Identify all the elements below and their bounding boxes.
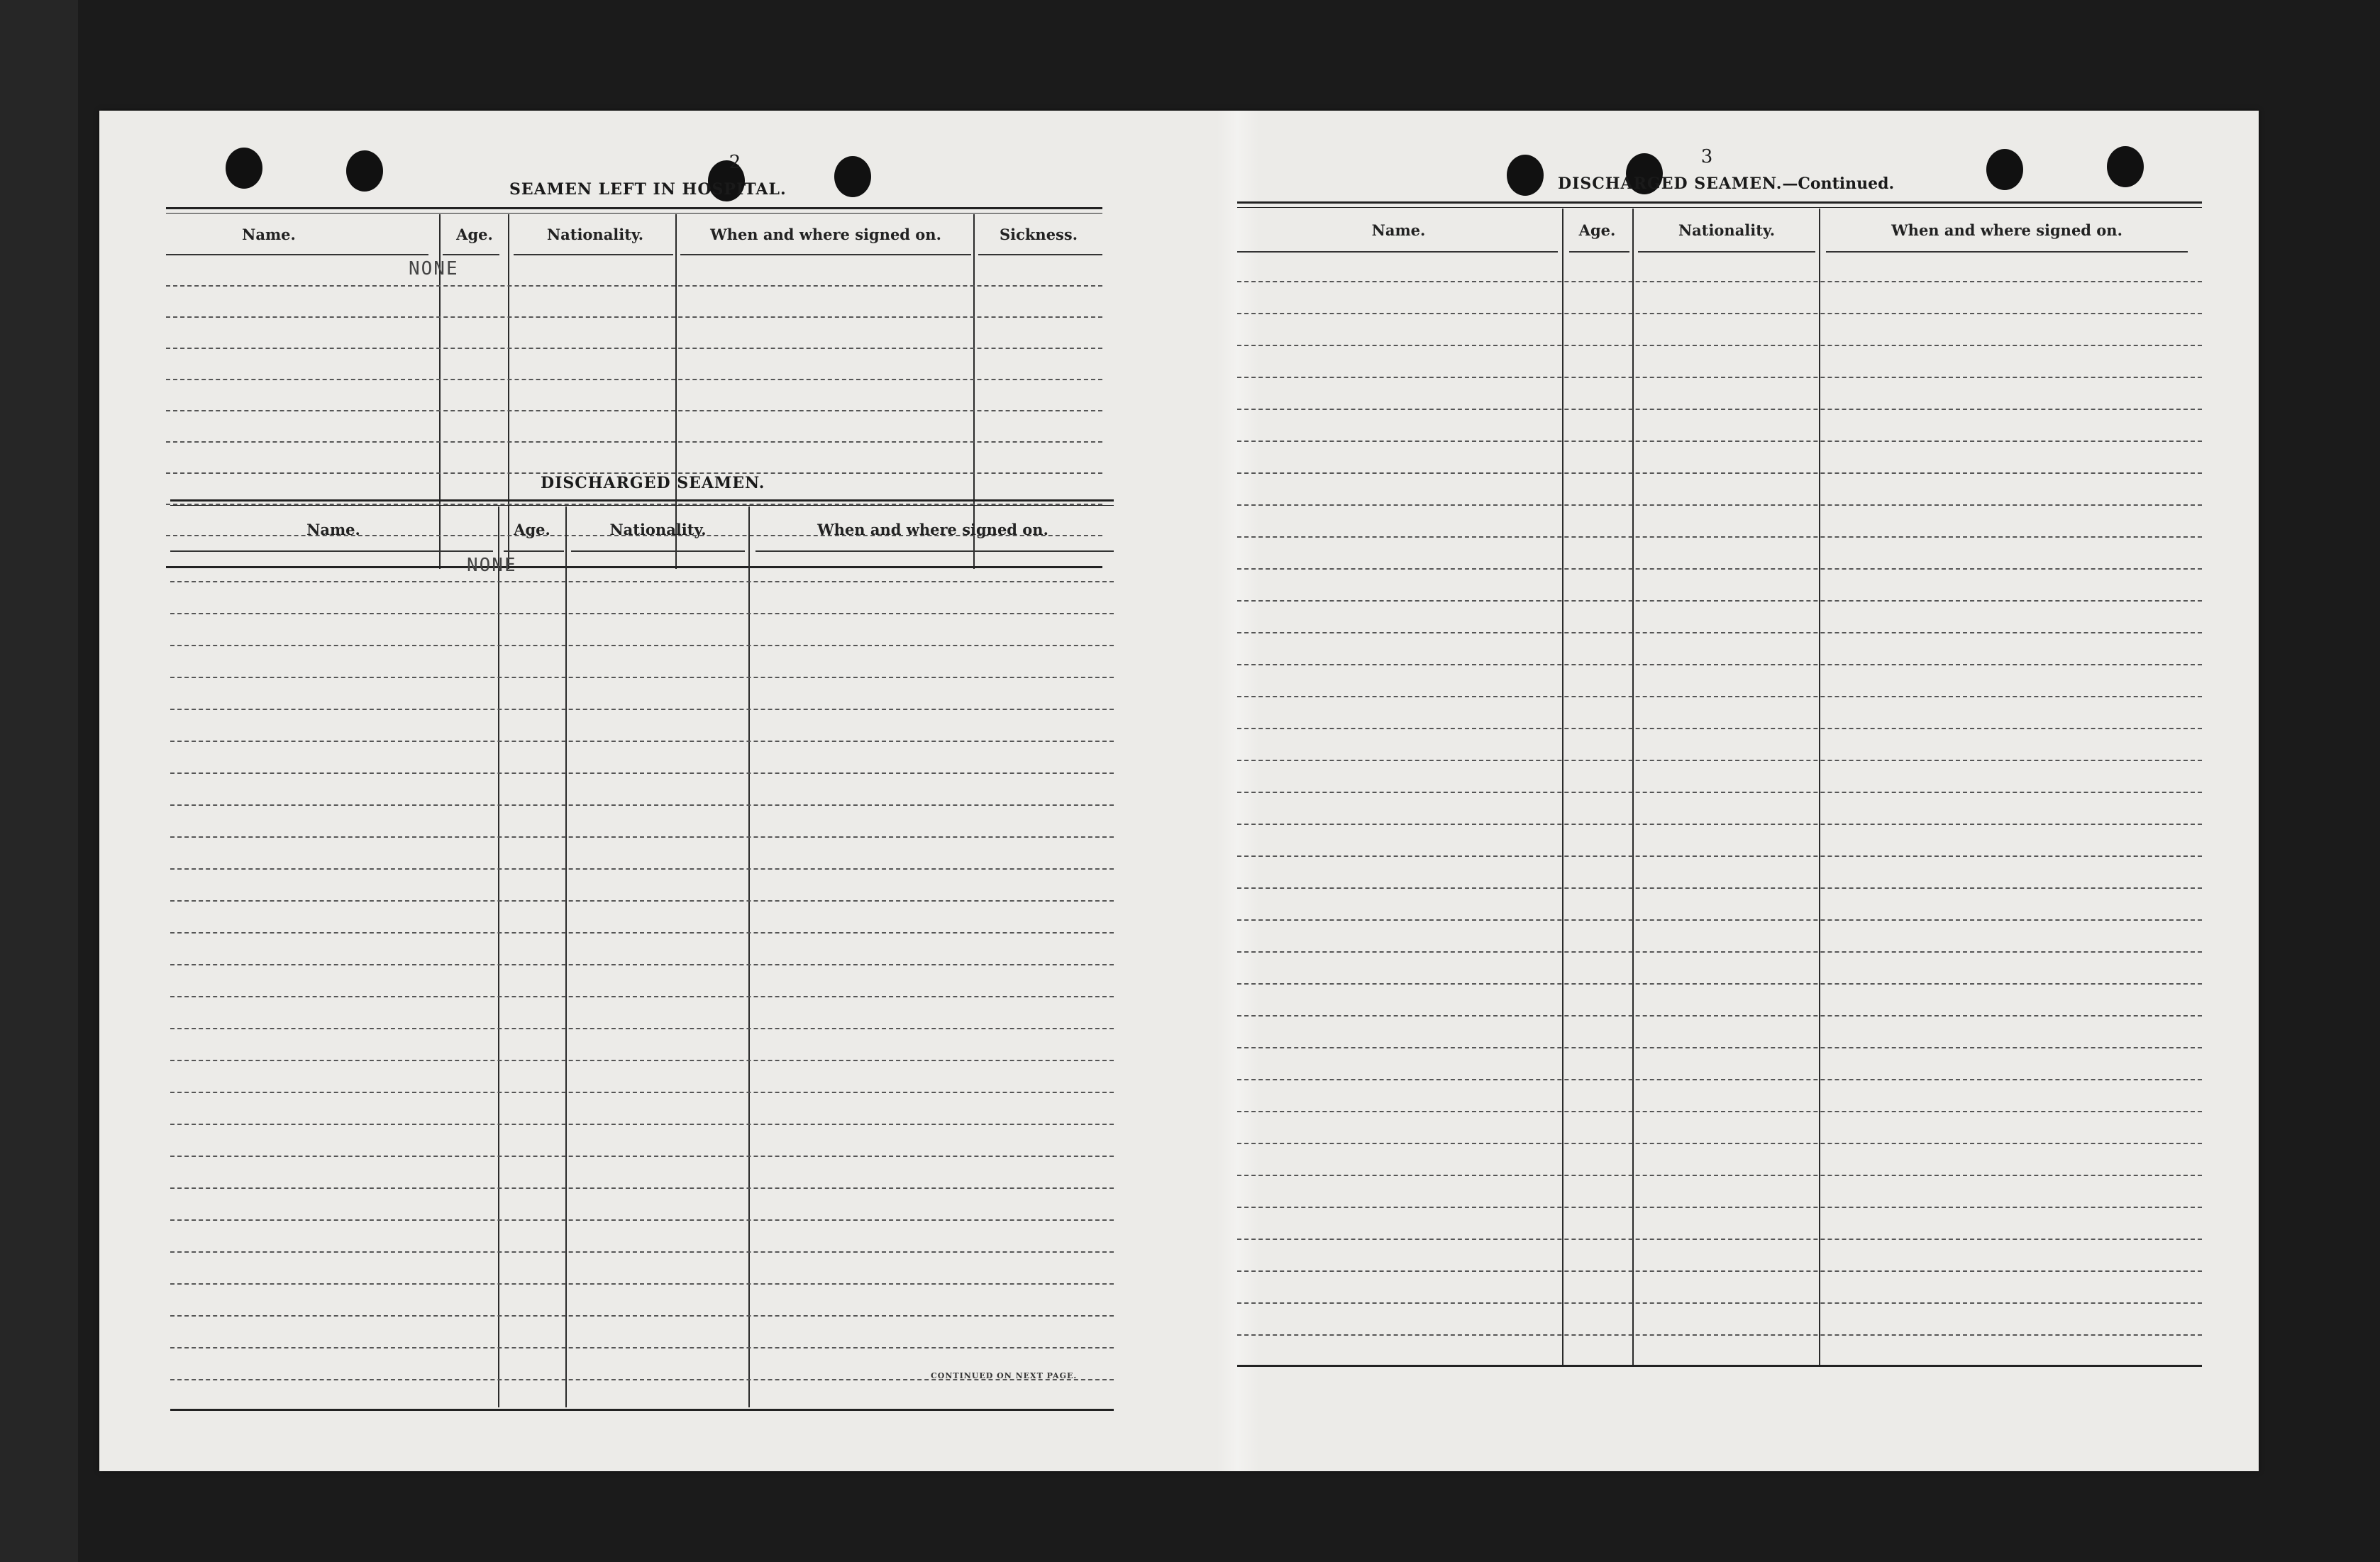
col-header-signed-on: When and where signed on. — [1891, 221, 2122, 239]
col-header-name: Name. — [306, 521, 360, 538]
hospital-entry: NONE — [409, 258, 459, 279]
col-header-nationality: Nationality. — [546, 226, 644, 243]
scan-background — [0, 0, 78, 1562]
col-header-signed-on: When and where signed on. — [817, 521, 1048, 538]
punch-hole — [1986, 149, 2023, 190]
hospital-section-title: SEAMEN LEFT IN HOSPITAL. — [509, 180, 787, 199]
punch-hole — [1507, 155, 1544, 196]
discharged-continued-title — [1558, 175, 1894, 193]
col-header-age: Age. — [456, 226, 493, 243]
punch-hole — [346, 150, 383, 192]
col-header-nationality: Nationality. — [609, 521, 707, 538]
continued-note: CONTINUED ON NEXT PAGE. — [931, 1371, 1078, 1380]
discharged-table-left — [170, 499, 1114, 1414]
col-header-name: Name. — [1371, 221, 1426, 239]
discharged-title-text: DISCHARGED SEAMEN. — [1558, 175, 1783, 193]
punch-hole — [834, 156, 871, 197]
punch-hole — [2107, 146, 2144, 187]
discharged-table-right — [1237, 201, 2202, 1379]
continued-suffix: —Continued. — [1782, 175, 1895, 193]
col-header-name: Name. — [242, 226, 296, 243]
col-header-age: Age. — [1578, 221, 1616, 239]
discharged-section-title: DISCHARGED SEAMEN. — [541, 474, 765, 492]
col-header-sickness: Sickness. — [999, 226, 1078, 243]
col-header-nationality: Nationality. — [1678, 221, 1776, 239]
discharged-entry: NONE — [467, 555, 517, 576]
page-number-right: 3 — [1700, 146, 1713, 167]
col-header-signed-on: When and where signed on. — [710, 226, 941, 243]
page-number-left: 2 — [729, 152, 741, 173]
ledger-paper — [99, 111, 2259, 1471]
col-header-age: Age. — [514, 521, 550, 538]
punch-hole — [226, 148, 262, 189]
